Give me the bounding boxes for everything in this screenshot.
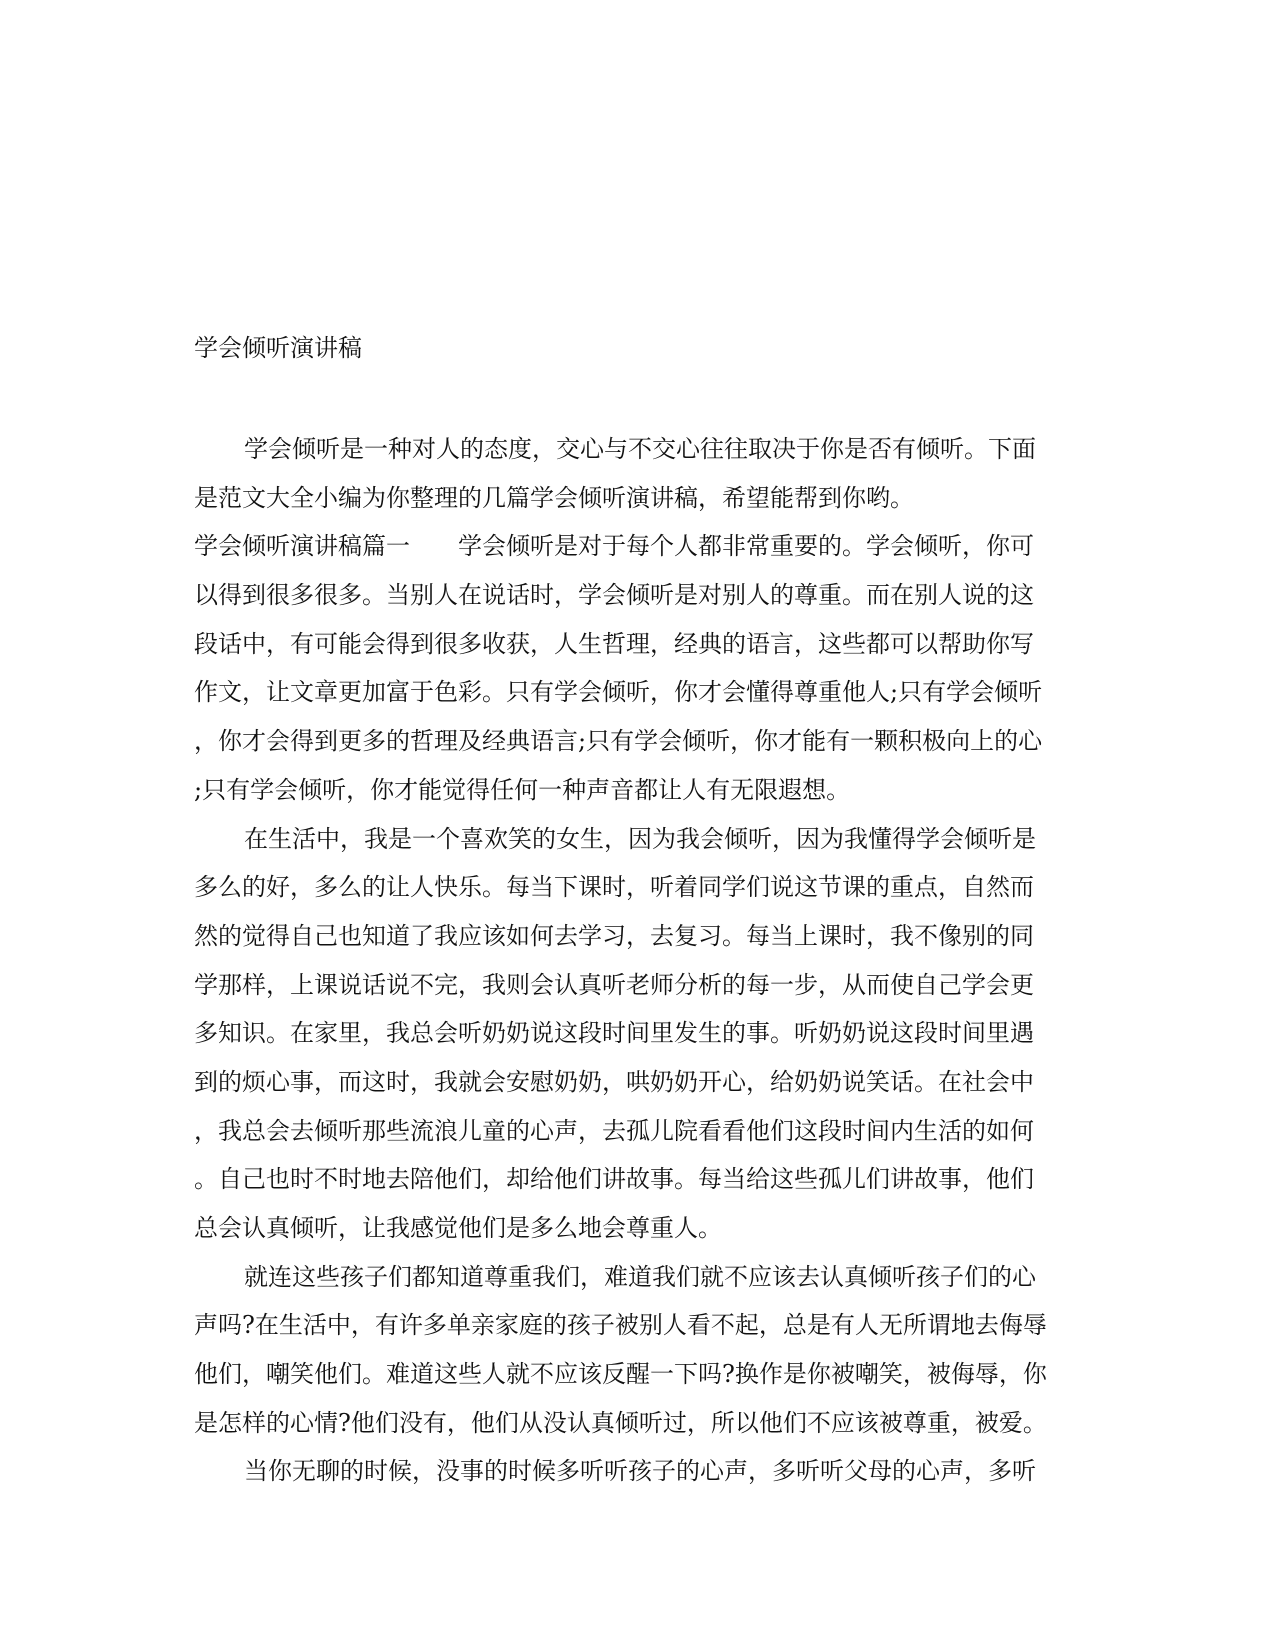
body-line: 就连这些孩子们都知道尊重我们，难道我们就不应该去认真倾听孩子们的心 <box>244 1262 1036 1291</box>
body-line: ;只有学会倾听，你才能觉得任何一种声音都让人有无限遐想。 <box>194 775 851 804</box>
body-line: 是范文大全小编为你整理的几篇学会倾听演讲稿，希望能帮到你哟。 <box>194 483 914 512</box>
body-line: 。自己也时不时地去陪他们，却给他们讲故事。每当给这些孤儿们讲故事，他们 <box>194 1165 1034 1194</box>
body-line: 以得到很多很多。当别人在说话时，学会倾听是对别人的尊重。而在别人说的这 <box>194 581 1034 610</box>
body-line: ，我总会去倾听那些流浪儿童的心声，去孤儿院看看他们这段时间内生活的如何 <box>194 1116 1034 1145</box>
body-line: 他们，嘲笑他们。难道这些人就不应该反醒一下吗?换作是你被嘲笑，被侮辱，你 <box>194 1360 1047 1389</box>
body-line: 然的觉得自己也知道了我应该如何去学习，去复习。每当上课时，我不像别的同 <box>194 921 1034 950</box>
body-line: 学会倾听是一种对人的态度，交心与不交心往往取决于你是否有倾听。下面 <box>244 435 1036 463</box>
body-line: ，你才会得到更多的哲理及经典语言;只有学会倾听，你才能有一颗积极向上的心 <box>194 727 1043 756</box>
body-line: 段话中，有可能会得到很多收获，人生哲理，经典的语言，这些都可以帮助你写 <box>194 629 1034 658</box>
body-line: 是怎样的心情?他们没有，他们从没认真倾听过，所以他们不应该被尊重，被爱。 <box>194 1408 1047 1437</box>
body-line: 多么的好，多么的让人快乐。每当下课时，听着同学们说这节课的重点，自然而 <box>194 873 1034 902</box>
body-line: 总会认真倾听，让我感觉他们是多么地会尊重人。 <box>194 1214 722 1242</box>
body-line: 作文，让文章更加富于色彩。只有学会倾听，你才会懂得尊重他人;只有学会倾听 <box>194 678 1043 707</box>
document-body <box>194 425 1074 1496</box>
body-line: 声吗?在生活中，有许多单亲家庭的孩子被别人看不起，总是有人无所谓地去侮辱 <box>194 1311 1047 1340</box>
body-line: 当你无聊的时候，没事的时候多听听孩子的心声，多听听父母的心声，多听 <box>244 1457 1036 1486</box>
body-line: 到的烦心事，而这时，我就会安慰奶奶，哄奶奶开心，给奶奶说笑话。在社会中 <box>194 1067 1034 1096</box>
body-line: 学那样，上课说话说不完，我则会认真听老师分析的每一步，从而使自己学会更 <box>194 970 1034 999</box>
body-line: 在生活中，我是一个喜欢笑的女生，因为我会倾听，因为我懂得学会倾听是 <box>244 824 1036 853</box>
body-line: 学会倾听演讲稿篇一 学会倾听是对于每个人都非常重要的。学会倾听，你可 <box>194 532 1034 561</box>
document-title: 学会倾听演讲稿 <box>194 334 362 362</box>
body-line: 多知识。在家里，我总会听奶奶说这段时间里发生的事。听奶奶说这段时间里遇 <box>194 1019 1034 1048</box>
